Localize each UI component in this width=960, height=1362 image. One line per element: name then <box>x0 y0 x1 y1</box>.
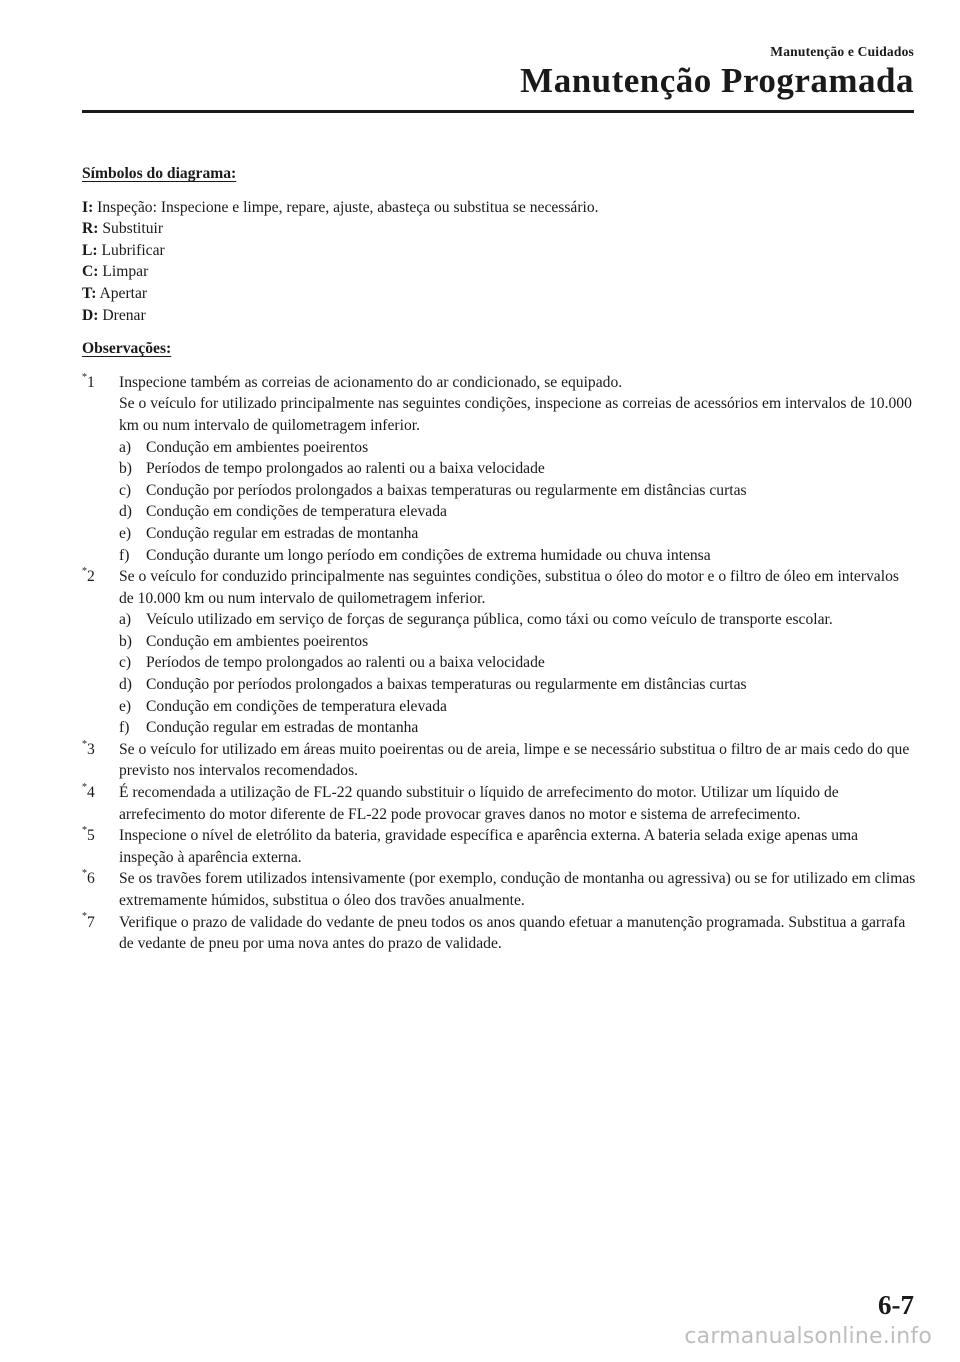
note-body <box>119 825 916 868</box>
page-content <box>82 163 916 955</box>
subitem-text: Condução por períodos prolongados a baixas temperaturas ou regularmente em distâncias curtas <box>146 481 747 499</box>
symbol-letter: I: <box>82 198 94 216</box>
subitem-text: Condução em condições de temperatura elevada <box>146 503 447 521</box>
note-item <box>82 372 916 566</box>
subitem-label: b) <box>119 460 132 478</box>
symbol-item <box>82 261 916 283</box>
symbol-item <box>82 197 916 219</box>
note-subitem <box>119 545 916 567</box>
note-paragraph: Se os travões forem utilizados intensivamente (por exemplo, condução de montanha ou agressiva) ou se for utilizado em climas extremamente húmidos, substitua o óleo dos travões anualmente. <box>119 870 916 909</box>
note-item <box>82 825 916 868</box>
symbols-list <box>82 197 916 327</box>
note-subitem <box>119 674 916 696</box>
symbol-item <box>82 240 916 262</box>
note-paragraph: Inspecione o nível de eletrólito da bateria, gravidade específica e aparência externa. A bateria selada exige apenas uma inspeção à aparência externa. <box>119 827 859 866</box>
note-paragraph: Se o veículo for conduzido principalmente nas seguintes condições, substitua o óleo do motor e o filtro de óleo em intervalos de 10.000 km ou num intervalo de quilometragem inferior. <box>119 568 899 607</box>
note-item <box>82 868 916 911</box>
page-number: 6-7 <box>878 1290 914 1320</box>
note-number <box>82 566 95 588</box>
note-number <box>82 782 95 804</box>
subitem-text: Condução em ambientes poeirentos <box>146 632 369 650</box>
note-number <box>82 912 95 934</box>
subitem-text: Condução durante um longo período em condições de extrema humidade ou chuva intensa <box>146 546 711 564</box>
note-number-value: 7 <box>87 913 95 931</box>
subitem-text: Condução em condições de temperatura elevada <box>146 697 447 715</box>
symbol-description: Drenar <box>102 306 146 324</box>
note-subitem <box>119 609 916 631</box>
symbol-item <box>82 305 916 327</box>
note-subitem <box>119 480 916 502</box>
note-paragraph: Se o veículo for utilizado em áreas muito poeirentas ou de areia, limpe e se necessário substitua o filtro de ar mais cedo do que previsto nos intervalos recomendados. <box>119 740 910 780</box>
symbol-description: Lubrificar <box>101 241 165 259</box>
note-body <box>119 912 916 955</box>
subitem-label: c) <box>119 654 132 672</box>
subitem-label: f) <box>119 546 130 564</box>
note-marker: * <box>82 868 87 880</box>
note-marker: * <box>82 825 87 837</box>
symbol-description: Substituir <box>102 220 164 238</box>
subitem-label: e) <box>119 697 132 715</box>
subitem-text: Condução regular em estradas de montanha <box>146 524 419 542</box>
symbol-letter: C: <box>82 263 99 281</box>
note-number-value: 1 <box>87 373 95 391</box>
symbol-item <box>82 218 916 240</box>
note-subitem <box>119 458 916 480</box>
symbol-letter: R: <box>82 220 99 238</box>
subitem-label: a) <box>119 611 132 629</box>
note-item <box>82 912 916 955</box>
page-header <box>0 0 960 120</box>
watermark: carmanualsonline.info <box>684 1324 932 1349</box>
note-number <box>82 825 95 847</box>
subitem-label: a) <box>119 438 132 456</box>
symbol-item <box>82 283 916 305</box>
subitem-label: e) <box>119 524 132 542</box>
note-body <box>119 739 916 782</box>
note-subitem <box>119 631 916 653</box>
note-body <box>119 566 916 739</box>
note-body <box>119 372 916 566</box>
note-paragraph: Inspecione também as correias de acionamento do ar condicionado, se equipado. <box>119 373 623 391</box>
note-subitem <box>119 523 916 545</box>
header-divider <box>82 110 914 113</box>
note-marker: * <box>82 911 87 923</box>
subitem-label: f) <box>119 719 130 737</box>
subitem-label: b) <box>119 632 132 650</box>
note-body <box>119 868 916 911</box>
symbol-description: Limpar <box>102 263 149 281</box>
note-subitem <box>119 696 916 718</box>
note-subitem <box>119 437 916 459</box>
subitem-text: Veículo utilizado em serviço de forças de segurança pública, como táxi ou como veículo de transporte escolar. <box>146 611 833 629</box>
note-marker: * <box>82 781 87 793</box>
note-number-value: 6 <box>87 870 95 888</box>
note-body <box>119 782 916 825</box>
symbol-description: Inspeção: Inspecione e limpe, repare, ajuste, abasteça ou substitua se necessário. <box>97 198 599 216</box>
note-number <box>82 868 95 890</box>
note-number-value: 2 <box>87 568 95 586</box>
note-marker: * <box>82 371 87 383</box>
note-number <box>82 739 95 761</box>
symbol-letter: T: <box>82 284 97 302</box>
note-marker: * <box>82 738 87 750</box>
symbol-description: Apertar <box>99 284 148 302</box>
symbols-heading: Símbolos do diagrama: <box>82 165 237 182</box>
note-subitem <box>119 501 916 523</box>
symbol-letter: L: <box>82 241 98 259</box>
note-item <box>82 739 916 782</box>
note-number-value: 3 <box>87 740 95 758</box>
subitem-text: Condução regular em estradas de montanha <box>146 719 419 737</box>
note-paragraph: É recomendada a utilização de FL-22 quando substituir o líquido de arrefecimento do motor. Utilizar um líquido de arrefecimento do motor diferente de FL-22 pode provocar graves danos no motor e sistema de arrefecimento. <box>119 784 839 823</box>
note-paragraph: Verifique o prazo de validade do vedante de pneu todos os anos quando efetuar a manutenção programada. Substitua a garrafa de vedante de pneu por uma nova antes do prazo de validade. <box>119 913 906 953</box>
subitem-text: Períodos de tempo prolongados ao ralenti ou a baixa velocidade <box>146 654 545 672</box>
notes-heading: Observações: <box>82 340 172 358</box>
page-title: Manutenção Programada <box>520 61 914 100</box>
note-subitem <box>119 717 916 739</box>
subitem-label: c) <box>119 481 132 499</box>
note-item <box>82 566 916 739</box>
note-paragraph: Se o veículo for utilizado principalmente nas seguintes condições, inspecione as correias de acessórios em intervalos de 10.000 km ou num intervalo de quilometragem inferior. <box>119 395 912 434</box>
note-number <box>82 372 95 394</box>
note-subitem <box>119 652 916 674</box>
notes-list <box>82 372 916 955</box>
subitem-text: Períodos de tempo prolongados ao ralenti ou a baixa velocidade <box>146 460 545 478</box>
subitem-label: d) <box>119 676 132 694</box>
subitem-text: Condução por períodos prolongados a baixas temperaturas ou regularmente em distâncias curtas <box>146 676 747 694</box>
subitem-text: Condução em ambientes poeirentos <box>146 438 369 456</box>
chapter-label: Manutenção e Cuidados <box>770 44 914 59</box>
note-number-value: 5 <box>87 827 95 845</box>
note-item <box>82 782 916 825</box>
note-marker: * <box>82 565 87 577</box>
symbol-letter: D: <box>82 306 99 324</box>
subitem-label: d) <box>119 503 132 521</box>
note-number-value: 4 <box>87 784 95 802</box>
